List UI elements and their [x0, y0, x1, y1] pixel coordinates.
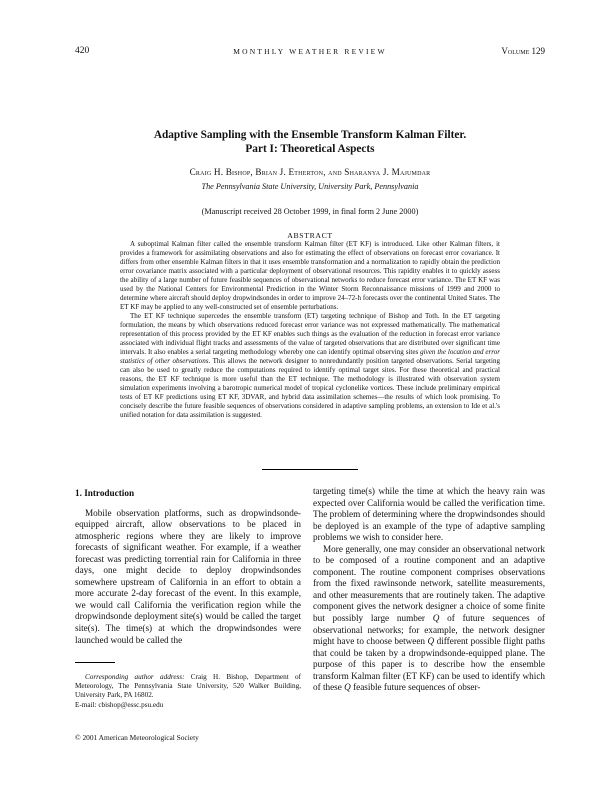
abstract-p2-italic: given the location and error statistics of other observations — [120, 348, 501, 366]
abstract-p2-text-cont: . This allows the network designer to nonredundantly position targeted observations. Serial targeting can also be used to greatly reduce the computations required to identify optimal target sites. For these theoretical and practical reasons, the ET KF technique is more useful than the ET technique. The methodology is illustrated with observation system simulation experiments involving a barotropic numerical model of tropical cyclonelike vortices. These include preliminary empirical tests of ET KF predictions using ET KF, 3DVAR, and hybrid data assimilation schemes—the results of which look promising. To concisely describe the future feasible sequences of observations considered in adaptive sampling problems, an extension to Ide et al.'s unified notation for data assimilation is suggested. — [120, 357, 501, 420]
abstract — [120, 240, 500, 420]
title-line-1: Adaptive Sampling with the Ensemble Transform Kalman Filter. — [153, 129, 467, 141]
body-paragraph — [313, 544, 545, 694]
paper-title — [75, 128, 545, 156]
page-number: 420 — [75, 46, 90, 56]
right-column — [313, 486, 545, 694]
math-symbol-q: Q — [344, 682, 351, 693]
body-text: More generally, one may consider an observational network to be composed of a routine component and an adaptive component. The routine component comprises observations from the fixed rawinsonde network, satellite measurements, and other measurements that are routinely taken. The adaptive component gives the network designer a choice of some finite but possibly large number — [313, 543, 545, 624]
math-symbol-q: Q — [427, 636, 435, 647]
title-line-2: Part I: Theoretical Aspects — [245, 143, 375, 155]
footnote-divider — [75, 662, 115, 663]
body-text: different possible flight paths that could be taken by a dropwindsonde-equipped plane. The purpose of this paper is to describe how the ensemble transform Kalman filter (ET KF) can be used to identify which of these — [313, 636, 545, 693]
abstract-heading: ABSTRACT — [287, 231, 333, 240]
abstract-p2-text: The ET KF technique supercedes the ensemble transform (ET) targeting technique of Bishop and Toth. In the ET targeting formulation, the means by which observations reduced forecast error variance was not expressed mathematically. The mathematical representation of this process provided by the ET KF enables such things as the evaluation of the reduction in forecast error variance associated with individual flight tracks and assessments of the value of targeted observations that are distributed over significant time intervals. It also enables a serial targeting methodology whereby one can identify optimal observing sites — [120, 312, 500, 357]
author-list: Craig H. Bishop, Brian J. Etherton, and Sharanya J. Majumdar — [189, 167, 431, 177]
footnote-address — [75, 673, 301, 701]
volume-label: Volume 129 — [501, 46, 545, 56]
footnote-text: Craig H. Bishop, Department of Meteorology, The Pennsylvania State University, 520 Walker Building, University Park, PA 16802. — [75, 673, 301, 700]
manuscript-received: (Manuscript received 28 October 1999, in final form 2 June 2000) — [201, 207, 419, 216]
footnote — [75, 673, 301, 710]
footnote-label: Corresponding author address: — [85, 673, 185, 681]
abstract-paragraph-2 — [120, 312, 500, 420]
abstract-divider — [262, 469, 358, 470]
body-paragraph: Mobile observation platforms, such as dropwindsonde-equipped aircraft, allow observations to be placed in atmospheric regions where they are likely to improve forecasts of significant weather. For example, if a weather forecast was predicting torrential rain for California in three days, one might decide to deploy dropwindsondes somewhere upstream of California in an effort to obtain a more accurate 2-day forecast of the event. In this example, we would call California the verification region while the dropwindsonde deployment site(s) would be called the target site(s). The time(s) at which the dropwindsondes were launched would be called the — [75, 507, 301, 645]
copyright-notice: © 2001 American Meteorological Society — [75, 733, 199, 742]
footnote-email: E-mail: cbishop@essc.psu.edu — [75, 700, 164, 709]
running-header — [75, 46, 545, 60]
abstract-paragraph-1: A suboptimal Kalman filter called the ensemble transform Kalman filter (ET KF) is introduced. Like other Kalman filters, it provides a framework for assimilating observations and also for estimating the effect of observations on forecast error covariance. It differs from other ensemble Kalman filters in that it uses ensemble transformation and a normalization to rapidly obtain the prediction error covariance matrix associated with a particular deployment of observational resources. This rapidity enables it to quickly assess the ability of a large number of future feasible sequences of observational networks to reduce forecast error variance. The ET KF was used by the National Centers for Environmental Prediction in the Winter Storm Reconnaissance missions of 1999 and 2000 to determine where aircraft should deploy dropwindsondes in order to improve 24–72-h forecasts over the continental United States. The ET KF may be applied to any well-constructed set of ensemble perturbations. — [120, 240, 500, 312]
journal-name: MONTHLY WEATHER REVIEW — [233, 47, 387, 56]
math-symbol-q: Q — [432, 613, 440, 624]
body-paragraph-continued: targeting time(s) while the time at which the heavy rain was expected over California would be called the verification time. The problem of determining where the dropwindsondes should be deployed is an example of the type of adaptive sampling problems we wish to consider here. — [313, 486, 545, 543]
body-text: feasible future sequences of obser- — [350, 682, 481, 693]
affiliation: The Pennsylvania State University, University Park, Pennsylvania — [201, 182, 419, 191]
body-text: of future sequences of observational networks; for example, the network designer might have to choose between — [313, 613, 545, 647]
left-column — [75, 486, 301, 646]
section-heading-introduction: 1. Introduction — [75, 488, 135, 498]
